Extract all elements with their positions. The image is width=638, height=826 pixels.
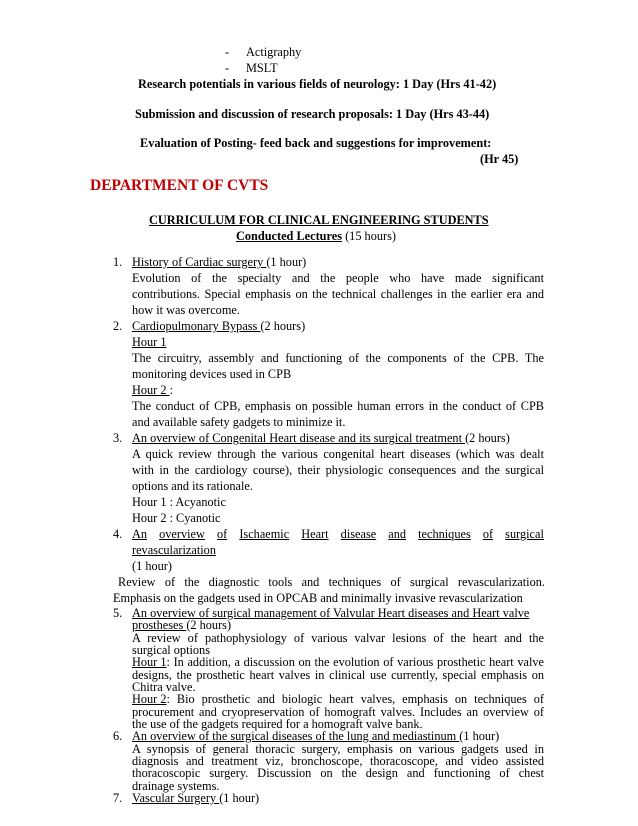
heading-evaluation: Evaluation of Posting- feed back and suggestions for improvement: <box>140 136 492 150</box>
line-word: techniques <box>328 575 382 589</box>
line-word: diagnostic <box>208 575 260 589</box>
item-title-text: prostheses <box>132 618 187 633</box>
curriculum-title: CURRICULUM FOR CLINICAL ENGINEERING STUDENTS <box>149 213 489 227</box>
line-word: and <box>301 575 320 589</box>
item-2-line-1: The circuitry, assembly and functioning of the components of the CPB. The <box>132 351 544 365</box>
item-title-text: Cardiopulmonary Bypass <box>132 319 261 333</box>
title-word: An <box>132 527 148 541</box>
item-6-line-3: thoracoscopic surgery. Discussion on the design and functioning of chest <box>132 766 544 781</box>
line-word: of <box>164 575 176 589</box>
bullet-dash: - <box>225 61 230 75</box>
line-word: the <box>184 575 200 589</box>
item-5-title-1: An overview of surgical management of Valvular Heart diseases and Heart valve <box>132 606 530 620</box>
item-hours: (2 hours) <box>260 319 306 333</box>
hour-label: Hour 2 <box>132 383 170 397</box>
item-4-title-2: revascularization <box>132 543 216 557</box>
item-4-line-2: Emphasis on the gadgets used in OPCAB and minimally invasive revascularization <box>113 591 523 605</box>
title-word: Ischaemic <box>239 527 290 541</box>
item-3-line-1: A quick review through the various congenital heart diseases (which was dealt <box>132 447 544 461</box>
item-2-line-2: monitoring devices used in CPB <box>132 367 292 381</box>
item-hours: (1 hour) <box>459 729 500 744</box>
heading-submission: Submission and discussion of research proposals: 1 Day (Hrs 43-44) <box>135 107 490 121</box>
item-title-text: An overview of Congenital Heart disease and its surgical treatment <box>132 431 466 445</box>
item-2-hour-2 <box>132 382 173 398</box>
item-5-line-2: surgical options <box>132 643 210 657</box>
item-hours: (2 hours) <box>465 431 510 445</box>
item-4-line-1 <box>118 574 545 590</box>
conducted-lectures <box>236 228 396 244</box>
item-2-line-3: The conduct of CPB, emphasis on possible human errors in the conduct of CPB <box>132 399 544 413</box>
item-title-text: An overview of the surgical diseases of the lung and mediastinum <box>132 729 460 744</box>
hour-colon: : <box>169 383 173 397</box>
title-word: and <box>388 527 407 541</box>
item-7-title <box>132 791 259 805</box>
item-number: 1. <box>113 255 123 269</box>
item-number: 4. <box>113 527 123 541</box>
title-word: techniques <box>418 527 471 541</box>
item-3-line-4: Hour 1 : Acyanotic <box>132 495 226 509</box>
item-1-line-2: contributions. Special emphasis on the technical challenges in the earlier era and <box>132 287 544 301</box>
item-1-line-1: Evolution of the specialty and the people who have made significant <box>132 271 544 285</box>
item-5-line-1: A review of pathophysiology of various valvar lesions of the heart and the <box>132 630 544 645</box>
item-5-line-4: designs, the prosthetic heart valves in clinical use currently, special emphasis on <box>132 667 544 682</box>
item-1-line-3: how it was overcome. <box>132 303 240 317</box>
item-3-line-2: with in the cardiology course), their physiologic consequences and the surgical <box>132 463 544 477</box>
department-title: DEPARTMENT OF CVTS <box>90 177 269 194</box>
item-4-title <box>132 526 544 542</box>
item-number: 2. <box>113 319 123 333</box>
line-word: tools <box>268 575 293 589</box>
title-word: Heart <box>301 527 329 541</box>
item-2-title <box>132 318 305 334</box>
item-3-line-5: Hour 2 : Cyanotic <box>132 511 221 525</box>
conducted-label: Conducted Lectures <box>236 229 343 243</box>
item-hours: (2 hours) <box>186 618 232 633</box>
item-1-title <box>132 254 306 270</box>
item-hours: (1 hour) <box>219 791 260 805</box>
item-4-hours: (1 hour) <box>132 559 172 573</box>
hour-label: Hour 2 <box>132 692 167 707</box>
item-5-line-5: Chitra valve. <box>132 680 196 694</box>
item-5-line-7: procurement and cryopreservation of homograft valves. Includes an overview of <box>132 704 544 719</box>
conducted-hours: (15 hours) <box>342 229 396 243</box>
line-word: Review <box>118 575 156 589</box>
line-word: of <box>390 575 401 589</box>
title-word: of <box>482 527 494 541</box>
item-number: 5. <box>113 606 123 620</box>
item-6-line-2: diagnosis and treatment viz, bronchoscope, thoracoscope, and video assisted <box>132 754 544 768</box>
hour-label: Hour 1 <box>132 655 167 670</box>
line-word: surgical <box>409 575 449 589</box>
item-number: 6. <box>113 729 123 744</box>
item-2-line-4: and available safety gadgets to minimize it. <box>132 415 346 429</box>
item-5-line-8: the use of the gadgets required for a homograft valve bank. <box>132 717 423 731</box>
item-hours: (1 hour) <box>266 255 307 269</box>
item-title-text: History of Cardiac surgery <box>132 255 267 269</box>
heading-research: Research potentials in various fields of neurology: 1 Day (Hrs 41-42) <box>138 77 497 91</box>
item-2-hour-1: Hour 1 <box>132 335 167 349</box>
heading-evaluation-hours: (Hr 45) <box>480 152 519 166</box>
item-3-line-3: options and its rationale. <box>132 479 253 493</box>
item-title-text: Vascular Surgery <box>132 791 220 805</box>
item-3-title <box>132 430 510 446</box>
item-6-line-4: drainage systems. <box>132 778 220 793</box>
list-item-actigraphy: Actigraphy <box>246 45 302 59</box>
item-6-line-1: A synopsis of general thoracic surgery, emphasis on various gadgets used in <box>132 741 544 756</box>
title-word: disease <box>340 527 377 541</box>
item-number: 3. <box>113 431 123 445</box>
hour-2-text: : Bio prosthetic and biologic heart valves, emphasis on techniques of <box>166 692 544 707</box>
list-item-mslt: MSLT <box>246 61 278 75</box>
bullet-dash: - <box>225 45 230 59</box>
title-word: overview <box>159 527 205 541</box>
title-word: surgical <box>505 527 544 541</box>
hour-1-text: : In addition, a discussion on the evolution of various prosthetic heart valve <box>166 655 544 670</box>
item-number: 7. <box>113 791 123 805</box>
title-word: of <box>216 527 228 541</box>
line-word: revascularization. <box>457 575 545 589</box>
